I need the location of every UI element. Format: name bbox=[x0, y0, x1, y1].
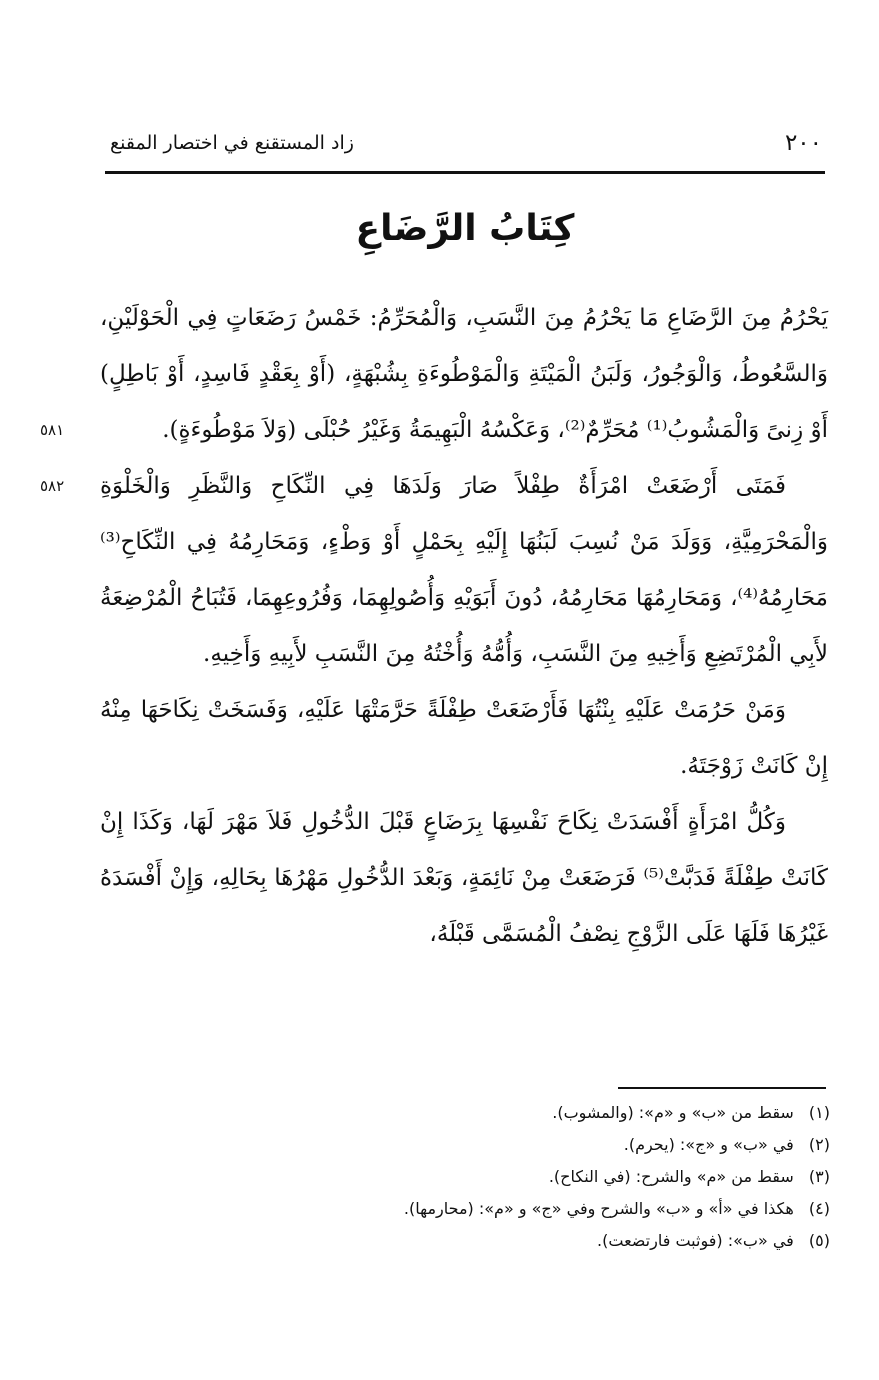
paragraph-4: وَكُلُّ امْرَأَةٍ أَفْسَدَتْ نِكَاحَ نَفْسِهَا بِرَضَاعٍ قَبْلَ الدُّخُولِ فَلاَ مَهْرَ لَهَا، وَكَذَا إِنْ كَانَتْ طِفْلَةً فَدَبَّتْ⁽⁵⁾ فَرَضَعَتْ مِنْ نَائِمَةٍ، وَبَعْدَ الدُّخُولِ مَهْرُهَا بِحَالِهِ، وَإِنْ أَفْسَدَهُ غَيْرُهَا فَلَهَا عَلَى الزَّوْجِ نِصْفُ الْمُسَمَّى قَبْلَهُ، bbox=[100, 809, 828, 947]
footnote-2 bbox=[300, 1129, 830, 1161]
footnote-rule bbox=[618, 1087, 826, 1089]
running-header bbox=[105, 128, 827, 168]
footnote-4 bbox=[300, 1193, 830, 1225]
footnote-5 bbox=[300, 1225, 830, 1257]
footnote-number: (٢) bbox=[808, 1135, 830, 1154]
footnote-1 bbox=[300, 1097, 830, 1129]
footnote-number: (٥) bbox=[808, 1231, 830, 1250]
paragraph-3: وَمَنْ حَرُمَتْ عَلَيْهِ بِنْتُهَا فَأَرْضَعَتْ طِفْلَةً حَرَّمَتْهَا عَلَيْهِ، وَفَسَخَتْ نِكَاحَهَا مِنْهُ إِنْ كَانَتْ زَوْجَتَهُ. bbox=[100, 697, 828, 779]
footnote-text: سقط من «م» والشرح: (في النكاح). bbox=[548, 1167, 794, 1186]
chapter-title: كِتَابُ الرَّضَاعِ bbox=[355, 208, 575, 249]
paragraph-2: فَمَتَى أَرْضَعَتْ امْرَأَةٌ طِفْلاً صَارَ وَلَدَهَا فِي النِّكَاحِ وَالنَّظَرِ وَالْخَلْوَةِ وَالْمَحْرَمِيَّةِ، وَوَلَدَ مَنْ نُسِبَ لَبَنُهَا إِلَيْهِ بِحَمْلٍ أَوْ وَطْءٍ، وَمَحَارِمُهُ فِي النِّكَاحِ⁽³⁾ مَحَارِمُهُ⁽⁴⁾، وَمَحَارِمُهَا مَحَارِمُهُ، دُونَ أَبَوَيْهِ وَأُصُولِهِمَا، وَفُرُوعِهِمَا، فَتُبَاحُ الْمُرْضِعَةُ لأَبِي الْمُرْتَضِعِ وَأَخِيهِ مِنَ النَّسَبِ، وَأُمُّهُ وَأُخْتُهُ مِنَ النَّسَبِ لأَبِيهِ وَأَخِيهِ. bbox=[100, 473, 828, 667]
footnote-number: (١) bbox=[808, 1103, 830, 1122]
margin-ref-1: ٥٨١ bbox=[40, 421, 65, 439]
page-number: ٢٠٠ bbox=[784, 130, 822, 156]
book-title: زاد المستقنع في اختصار المقنع bbox=[110, 132, 354, 154]
footnote-number: (٤) bbox=[808, 1199, 830, 1218]
margin-ref-2: ٥٨٢ bbox=[40, 477, 65, 495]
main-text bbox=[100, 290, 828, 962]
header-rule bbox=[105, 171, 825, 174]
footnote-number: (٣) bbox=[808, 1167, 830, 1186]
footnote-text: هكذا في «أ» و «ب» والشرح وفي «ج» و «م»: (محارمها). bbox=[403, 1199, 794, 1218]
footnotes bbox=[300, 1097, 830, 1257]
footnote-text: في «ب»: (فوثبت فارتضعت). bbox=[597, 1231, 794, 1250]
footnote-text: سقط من «ب» و «م»: (والمشوب). bbox=[552, 1103, 794, 1122]
footnote-text: في «ب» و «ج»: (يحرم). bbox=[623, 1135, 794, 1154]
footnote-3 bbox=[300, 1161, 830, 1193]
paragraph-1: يَحْرُمُ مِنَ الرَّضَاعِ مَا يَحْرُمُ مِنَ النَّسَبِ، وَالْمُحَرِّمُ: خَمْسُ رَضَعَاتٍ فِي الْحَوْلَيْنِ، وَالسَّعُوطُ، وَالْوَجُورُ، وَلَبَنُ الْمَيْتَةِ وَالْمَوْطُوءَةِ بِشُبْهَةٍ، (أَوْ بِعَقْدٍ فَاسِدٍ، أَوْ بَاطِلٍ) أَوْ زِنىً وَالْمَشُوبُ⁽¹⁾ مُحَرِّمٌ⁽²⁾، وَعَكْسُهُ الْبَهِيمَةُ وَغَيْرُ حُبْلَى (وَلاَ مَوْطُوءَةٍ). bbox=[100, 305, 828, 443]
